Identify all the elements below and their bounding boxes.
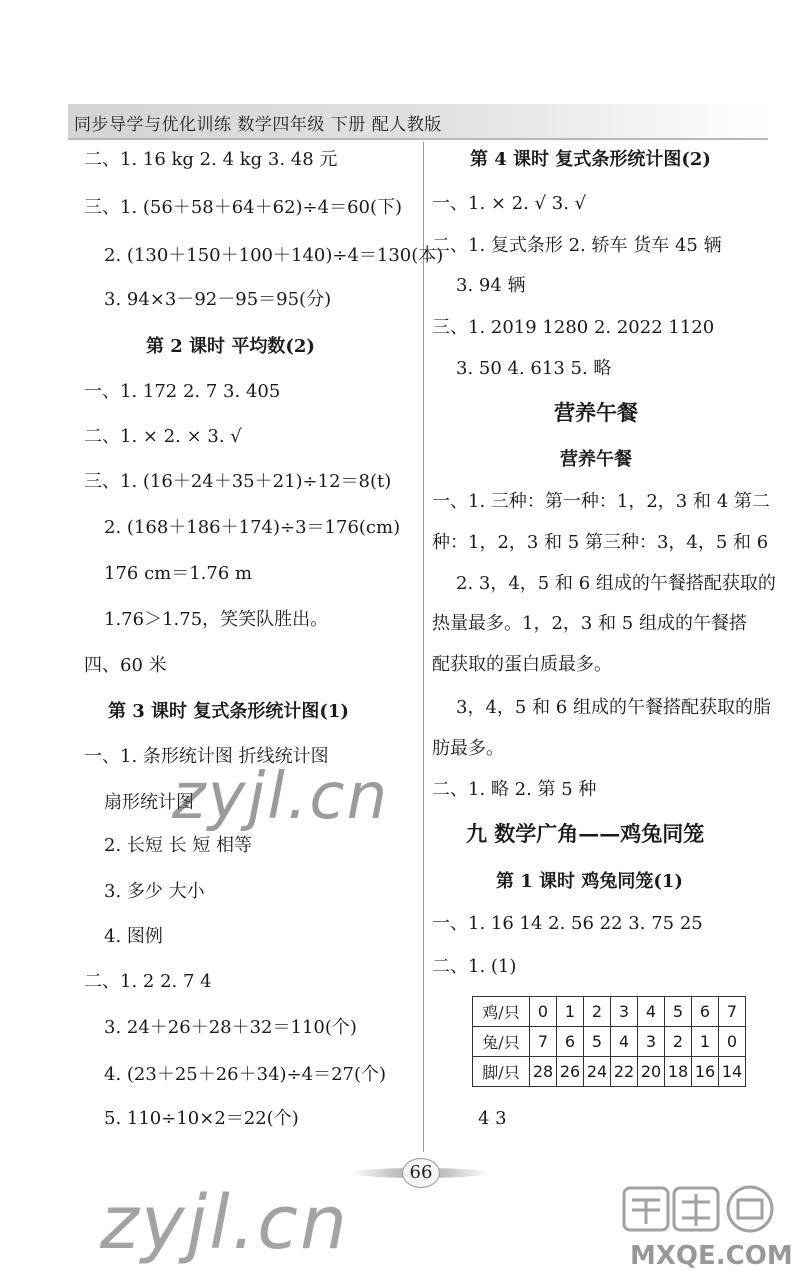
answer-line: 扇形统计图: [104, 792, 194, 813]
answer-line: 热量最多。1，2，3 和 5 组成的午餐搭: [432, 613, 747, 634]
table-cell: 4: [611, 1027, 638, 1057]
answer-circle-logo: [618, 1180, 798, 1280]
answer-line: 2. 3，4，5 和 6 组成的午餐搭配获取的: [456, 573, 776, 594]
answer-line: 二、1. 2 2. 7 4: [84, 971, 212, 992]
table-cell: 18: [665, 1057, 692, 1087]
table-row: [473, 997, 746, 1027]
answer-line: 2. (130＋150＋100＋140)÷4＝130(本): [104, 245, 444, 266]
answer-line: 一、1. 172 2. 7 3. 405: [84, 381, 281, 402]
chicken-rabbit-table: [472, 996, 746, 1087]
answer-line: 三、1. 2019 1280 2. 2022 1120: [432, 317, 715, 338]
table-cell: 20: [638, 1057, 665, 1087]
logo-url-text: MXQE.COM: [630, 1241, 793, 1271]
table-cell: 1: [692, 1027, 719, 1057]
answer-line: 1.76＞1.75，笑笑队胜出。: [104, 609, 329, 630]
answer-line: 3. 24＋26＋28＋32＝110(个): [104, 1017, 357, 1038]
table-cell: 7: [530, 1027, 557, 1057]
row-header: 脚/只: [473, 1057, 530, 1087]
answer-line: 二、1. 16 kg 2. 4 kg 3. 48 元: [84, 149, 338, 170]
table-cell: 26: [557, 1057, 584, 1087]
table-cell: 6: [557, 1027, 584, 1057]
watermark-text: zyjl.cn: [100, 1180, 349, 1266]
answer-line: 二、1. × 2. × 3. √: [84, 426, 242, 447]
answer-line: 3. 94×3－92－95＝95(分): [104, 289, 332, 310]
answer-line: 一、1. × 2. √ 3. √: [432, 193, 587, 214]
answer-line: 二、1. 复式条形 2. 轿车 货车 45 辆: [432, 235, 722, 256]
answer-line: 一、1. 三种：第一种：1，2，3 和 4 第二: [432, 491, 770, 512]
table-row: [473, 1027, 746, 1057]
answer-line: 5. 110÷10×2＝22(个): [104, 1108, 299, 1129]
answer-line: 三、1. (16＋24＋35＋21)÷12＝8(t): [84, 471, 392, 492]
table-cell: 22: [611, 1057, 638, 1087]
answer-line: 3. 50 4. 613 5. 略: [456, 358, 612, 379]
section-heading: 第 3 课时 复式条形统计图(1): [108, 701, 349, 722]
answer-line: 3. 94 辆: [456, 275, 526, 296]
chapter-heading: 九 数学广角——鸡兔同笼: [466, 821, 705, 846]
answer-line: 配获取的蛋白质最多。: [432, 654, 612, 675]
answer-line: 一、1. 条形统计图 折线统计图: [84, 746, 329, 767]
page-number-ornament: [350, 1158, 490, 1188]
answer-line: 176 cm＝1.76 m: [104, 563, 253, 584]
answer-line: 2. 长短 长 短 相等: [104, 835, 253, 856]
column-divider: [423, 142, 424, 1152]
table-cell: 1: [557, 997, 584, 1027]
row-header: 兔/只: [473, 1027, 530, 1057]
table-row: [473, 1057, 746, 1087]
chapter-heading: 营养午餐: [554, 400, 638, 425]
table-cell: 4: [638, 997, 665, 1027]
answer-line: 4. (23＋25＋26＋34)÷4＝27(个): [104, 1064, 387, 1085]
book-header-title: 同步导学与优化训练 数学四年级 下册 配人教版: [74, 115, 442, 135]
section-heading: 第 1 课时 鸡兔同笼(1): [496, 871, 683, 892]
watermark-text: zyjl.cn: [172, 760, 390, 834]
answer-line: 4. 图例: [104, 926, 163, 947]
table-cell: 0: [719, 1027, 746, 1057]
section-heading: 第 4 课时 复式条形统计图(2): [470, 149, 711, 170]
answer-line: 3. 多少 大小: [104, 881, 205, 902]
answer-line: 二、1. (1): [432, 956, 517, 977]
answer-line: 肪最多。: [432, 738, 504, 759]
answer-line: 三、1. (56＋58＋64＋62)÷4＝60(下): [84, 197, 403, 218]
table-cell: 24: [584, 1057, 611, 1087]
table-cell: 0: [530, 997, 557, 1027]
answer-line: 种：1，2，3 和 5 第三种：3，4，5 和 6: [432, 532, 769, 553]
table-cell: 2: [665, 1027, 692, 1057]
row-header: 鸡/只: [473, 997, 530, 1027]
answer-line: 一、1. 16 14 2. 56 22 3. 75 25: [432, 913, 703, 934]
section-heading: 第 2 课时 平均数(2): [146, 336, 315, 357]
answer-line: 3，4，5 和 6 组成的午餐搭配获取的脂: [456, 697, 771, 718]
table-cell: 16: [692, 1057, 719, 1087]
page-number: 66: [402, 1158, 440, 1188]
table-cell: 7: [719, 997, 746, 1027]
table-cell: 3: [611, 997, 638, 1027]
table-cell: 5: [584, 1027, 611, 1057]
answer-line: 二、1. 略 2. 第 5 种: [432, 779, 597, 800]
table-cell: 28: [530, 1057, 557, 1087]
table-cell: 14: [719, 1057, 746, 1087]
table-cell: 5: [665, 997, 692, 1027]
answer-line: 4 3: [478, 1108, 507, 1129]
answer-line: 2. (168＋186＋174)÷3＝176(cm): [104, 517, 401, 538]
table-cell: 6: [692, 997, 719, 1027]
section-heading: 营养午餐: [560, 449, 632, 470]
answer-line: 四、60 米: [84, 655, 167, 676]
table-cell: 2: [584, 997, 611, 1027]
table-cell: 3: [638, 1027, 665, 1057]
